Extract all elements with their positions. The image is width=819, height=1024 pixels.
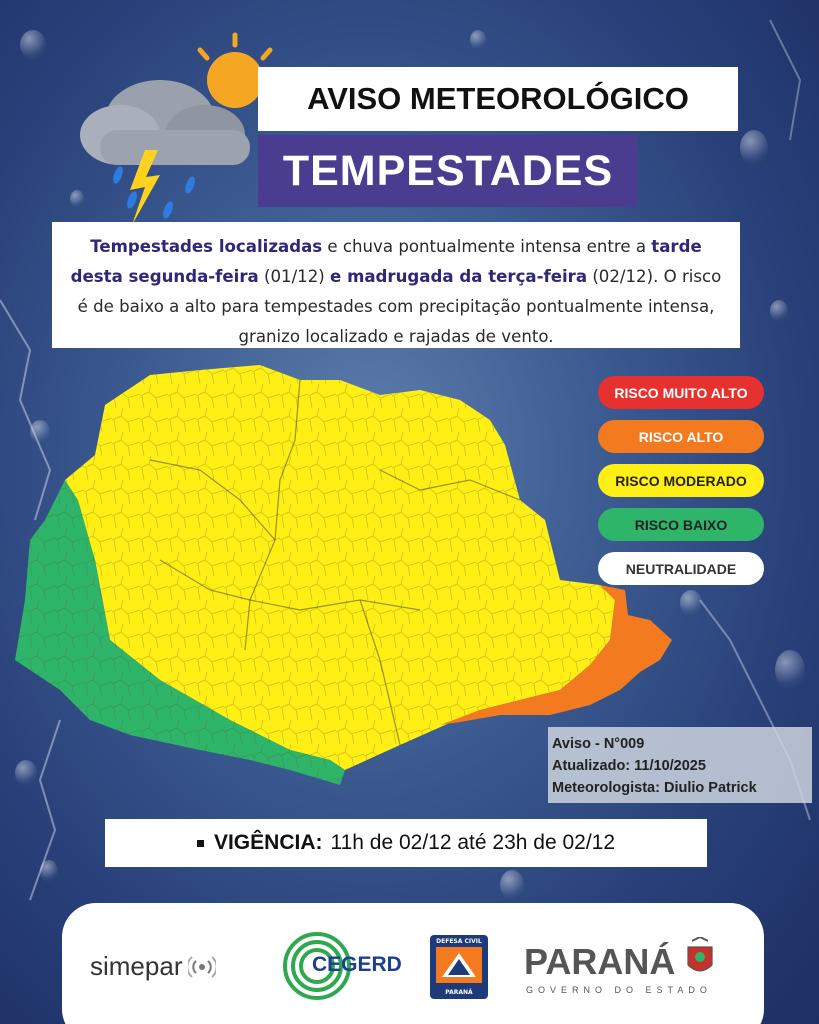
governo-text: GOVERNO DO ESTADO xyxy=(526,985,712,995)
parana-coat-of-arms-icon xyxy=(682,937,718,981)
parana-text: PARANÁ xyxy=(524,941,676,982)
defesa-civil-logo xyxy=(430,935,488,999)
simepar-logo xyxy=(90,951,216,982)
legend-risco-alto: RISCO ALTO xyxy=(598,420,764,453)
vigencia-bar xyxy=(105,819,707,867)
legend-risco-moderado: RISCO MODERADO xyxy=(598,464,764,497)
vigencia-label: VIGÊNCIA: xyxy=(213,831,323,854)
desc-bold-3: tarde desta segunda-feira xyxy=(70,237,702,286)
defesa-civil-top-text: DEFESA CIVIL xyxy=(436,938,482,945)
vigencia-value: 11h de 02/12 até 23h de 02/12 xyxy=(330,831,616,854)
cegerd-logo xyxy=(282,931,402,1001)
info-meteorologista: Meteorologista: Diulio Patrick xyxy=(552,780,757,796)
defesa-civil-bottom-text: PARANÁ xyxy=(445,989,473,996)
info-atualizado: Atualizado: 11/10/2025 xyxy=(552,758,706,774)
legend-risco-muito-alto: RISCO MUITO ALTO xyxy=(598,376,764,409)
defesa-civil-icon xyxy=(430,945,488,985)
simepar-text: simepar xyxy=(90,951,183,981)
desc-bold-5: e madrugada da terça-feira xyxy=(330,267,588,286)
parana-governo-logo xyxy=(524,941,724,1001)
desc-text-4: (01/12) xyxy=(258,267,331,286)
cegerd-text: CEGERD xyxy=(312,953,402,976)
signal-icon xyxy=(188,955,216,979)
footer-logos xyxy=(62,903,764,1024)
desc-bold-1: Tempestades localizadas xyxy=(90,237,323,256)
info-box xyxy=(548,727,812,803)
desc-text-2: e chuva pontualmente intensa entre a xyxy=(322,237,652,256)
desc-text-6: (02/12). O risco é de baixo a alto para tempestades com precipitação pontualmente intensa, granizo localizado e rajadas de vento. xyxy=(77,267,722,346)
info-aviso: Aviso - N°009 xyxy=(552,736,645,752)
title-aviso: AVISO METEOROLÓGICO xyxy=(258,67,738,131)
legend-neutralidade: NEUTRALIDADE xyxy=(598,552,764,585)
legend-risco-baixo: RISCO BAIXO xyxy=(598,508,764,541)
title-tempestades: TEMPESTADES xyxy=(258,135,638,207)
bullet-square-icon xyxy=(197,840,204,847)
